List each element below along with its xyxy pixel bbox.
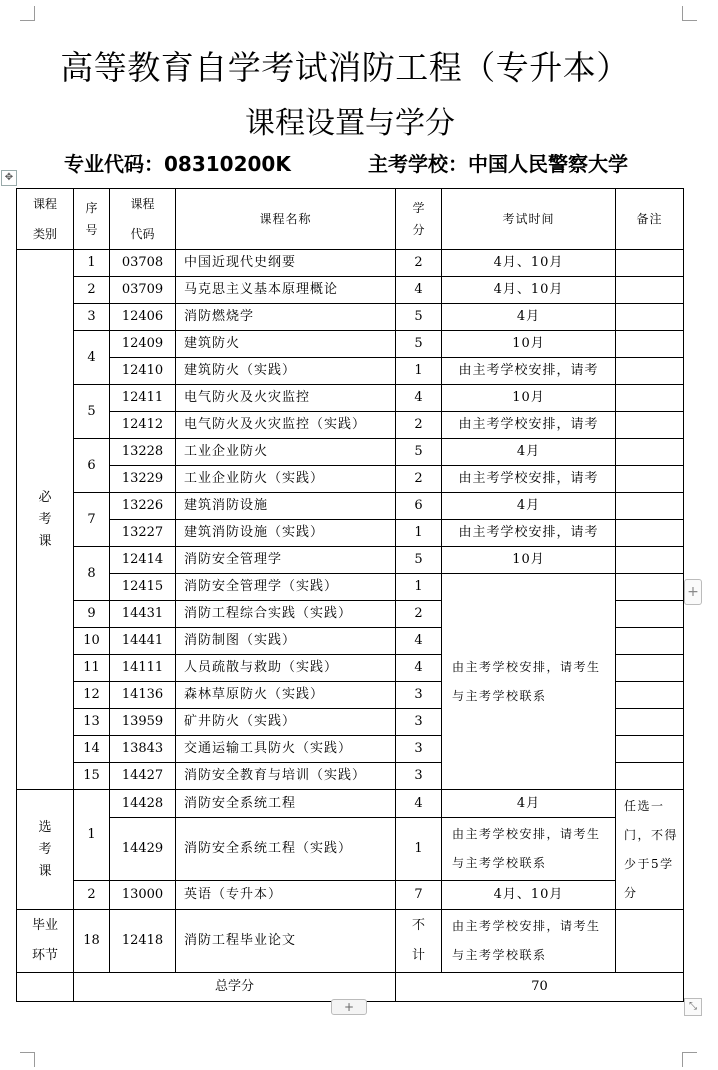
seq-cell: 15 [74, 763, 110, 790]
code-cell: 14441 [110, 628, 176, 655]
remark-cell [616, 277, 684, 304]
name-cell: 马克思主义基本原理概论 [176, 277, 396, 304]
seq-cell: 2 [74, 881, 110, 910]
table-row [17, 358, 684, 385]
exam-cell: 4月 [442, 493, 616, 520]
table-row [17, 574, 684, 601]
exam-cell: 4月、10月 [442, 277, 616, 304]
exam-cell: 4月、10月 [442, 881, 616, 910]
credit-cell: 1 [396, 574, 442, 601]
credit-cell: 7 [396, 881, 442, 910]
exam-cell: 由主考学校安排，请考 [442, 520, 616, 547]
seq-cell: 18 [74, 910, 110, 973]
exam-cell: 10月 [442, 547, 616, 574]
page-corner-marker [20, 1052, 35, 1067]
total-row [17, 973, 684, 1002]
document-title: 高等教育自学考试消防工程（专升本） [60, 48, 630, 87]
seq-cell: 13 [74, 709, 110, 736]
remark-cell [616, 628, 684, 655]
code-cell: 13227 [110, 520, 176, 547]
code-cell: 13000 [110, 881, 176, 910]
code-cell: 13226 [110, 493, 176, 520]
credit-cell: 2 [396, 466, 442, 493]
credit-cell: 5 [396, 547, 442, 574]
name-cell: 消防工程毕业论文 [176, 910, 396, 973]
remark-cell [616, 358, 684, 385]
header-name: 课程名称 [176, 189, 396, 250]
name-cell: 消防工程综合实践（实践） [176, 601, 396, 628]
seq-cell: 1 [74, 790, 110, 881]
merged-practice-exam-cell: 由主考学校安排，请考生与主考学校联系 [442, 574, 616, 790]
table-header-row [17, 189, 684, 250]
host-school: 主考学校：中国人民警察大学 [368, 152, 628, 176]
table-resize-icon[interactable]: ⤡ [684, 998, 702, 1016]
name-cell: 人员疏散与救助（实践） [176, 655, 396, 682]
name-cell: 电气防火及火灾监控 [176, 385, 396, 412]
name-cell: 消防制图（实践） [176, 628, 396, 655]
code-cell: 14136 [110, 682, 176, 709]
header-category: 课程类别 [17, 189, 74, 250]
code-cell: 03708 [110, 250, 176, 277]
table-row [17, 304, 684, 331]
major-code: 专业代码：08310200K [64, 152, 291, 176]
table-row [17, 385, 684, 412]
remark-cell [616, 910, 684, 973]
remark-cell [616, 412, 684, 439]
code-cell: 03709 [110, 277, 176, 304]
code-cell: 12410 [110, 358, 176, 385]
name-cell: 建筑防火（实践） [176, 358, 396, 385]
exam-cell: 由主考学校安排，请考 [442, 466, 616, 493]
name-cell: 消防燃烧学 [176, 304, 396, 331]
total-value: 70 [396, 973, 684, 1002]
exam-cell: 由主考学校安排，请考 [442, 358, 616, 385]
credit-cell: 2 [396, 250, 442, 277]
name-cell: 交通运输工具防火（实践） [176, 736, 396, 763]
seq-cell: 3 [74, 304, 110, 331]
exam-cell: 4月 [442, 439, 616, 466]
remark-cell [616, 736, 684, 763]
remark-cell [616, 682, 684, 709]
table-row [17, 331, 684, 358]
remark-cell [616, 763, 684, 790]
credit-cell: 2 [396, 601, 442, 628]
credit-cell: 1 [396, 818, 442, 881]
code-cell: 14111 [110, 655, 176, 682]
seq-cell: 11 [74, 655, 110, 682]
code-cell: 13843 [110, 736, 176, 763]
category-elective: 选考课 [17, 790, 74, 910]
table-row [17, 439, 684, 466]
exam-cell: 由主考学校安排，请考生与主考学校联系 [442, 818, 616, 881]
name-cell: 电气防火及火灾监控（实践） [176, 412, 396, 439]
seq-cell: 12 [74, 682, 110, 709]
seq-cell: 10 [74, 628, 110, 655]
remark-cell [616, 304, 684, 331]
code-cell: 12414 [110, 547, 176, 574]
name-cell: 森林草原防火（实践） [176, 682, 396, 709]
header-code: 课程代码 [110, 189, 176, 250]
code-cell: 12418 [110, 910, 176, 973]
code-cell: 13229 [110, 466, 176, 493]
name-cell: 建筑防火 [176, 331, 396, 358]
exam-cell: 10月 [442, 331, 616, 358]
seq-cell: 1 [74, 250, 110, 277]
credit-cell: 5 [396, 304, 442, 331]
name-cell: 建筑消防设施（实践） [176, 520, 396, 547]
credit-cell: 3 [396, 709, 442, 736]
total-label: 总学分 [74, 973, 396, 1002]
credit-cell: 6 [396, 493, 442, 520]
table-row [17, 520, 684, 547]
add-column-icon[interactable]: + [684, 579, 702, 605]
table-row [17, 466, 684, 493]
code-cell: 14429 [110, 818, 176, 881]
name-cell: 消防安全管理学（实践） [176, 574, 396, 601]
seq-cell: 14 [74, 736, 110, 763]
code-cell: 12412 [110, 412, 176, 439]
name-cell: 工业企业防火（实践） [176, 466, 396, 493]
page-corner-marker [682, 6, 697, 21]
header-credit: 学分 [396, 189, 442, 250]
table-row [17, 881, 684, 910]
code-cell: 14427 [110, 763, 176, 790]
name-cell: 消防安全教育与培训（实践） [176, 763, 396, 790]
remark-cell [616, 574, 684, 601]
credit-cell: 4 [396, 655, 442, 682]
remark-cell [616, 466, 684, 493]
add-row-icon[interactable]: + [331, 999, 367, 1015]
name-cell: 建筑消防设施 [176, 493, 396, 520]
exam-cell: 由主考学校安排，请考生与主考学校联系 [442, 910, 616, 973]
code-cell: 12411 [110, 385, 176, 412]
remark-cell [616, 520, 684, 547]
credit-cell: 5 [396, 439, 442, 466]
credit-cell: 3 [396, 682, 442, 709]
seq-cell: 6 [74, 439, 110, 493]
remark-cell [616, 601, 684, 628]
code-cell: 14431 [110, 601, 176, 628]
table-row [17, 910, 684, 973]
name-cell: 工业企业防火 [176, 439, 396, 466]
table-row [17, 412, 684, 439]
table-row [17, 547, 684, 574]
total-blank-cell [17, 973, 74, 1002]
credit-cell: 3 [396, 736, 442, 763]
page-corner-marker [682, 1052, 697, 1067]
category-graduation: 毕业环节 [17, 910, 74, 973]
seq-cell: 5 [74, 385, 110, 439]
credit-cell: 不计 [396, 910, 442, 973]
credit-cell: 3 [396, 763, 442, 790]
name-cell: 矿井防火（实践） [176, 709, 396, 736]
code-cell: 12406 [110, 304, 176, 331]
remark-cell [616, 547, 684, 574]
name-cell: 英语（专升本） [176, 881, 396, 910]
header-remark: 备注 [616, 189, 684, 250]
name-cell: 消防安全系统工程（实践） [176, 818, 396, 881]
exam-cell: 4月 [442, 304, 616, 331]
table-row [17, 818, 684, 881]
remark-cell [616, 655, 684, 682]
exam-cell: 4月、10月 [442, 250, 616, 277]
credit-cell: 4 [396, 385, 442, 412]
credit-cell: 5 [396, 331, 442, 358]
credit-cell: 1 [396, 520, 442, 547]
seq-cell: 2 [74, 277, 110, 304]
course-table [16, 188, 684, 1002]
name-cell: 消防安全管理学 [176, 547, 396, 574]
remark-cell [616, 250, 684, 277]
remark-cell [616, 385, 684, 412]
table-row [17, 277, 684, 304]
header-seq: 序号 [74, 189, 110, 250]
exam-cell: 10月 [442, 385, 616, 412]
remark-cell [616, 439, 684, 466]
code-cell: 13228 [110, 439, 176, 466]
remark-cell [616, 493, 684, 520]
table-row [17, 790, 684, 818]
page-corner-marker [20, 6, 35, 21]
remark-cell [616, 709, 684, 736]
seq-cell: 7 [74, 493, 110, 547]
code-cell: 12415 [110, 574, 176, 601]
seq-cell: 4 [74, 331, 110, 385]
elective-note: 任选一门，不得少于5学分 [616, 790, 684, 910]
table-row [17, 493, 684, 520]
credit-cell: 1 [396, 358, 442, 385]
seq-cell: 8 [74, 547, 110, 601]
header-exam-time: 考试时间 [442, 189, 616, 250]
name-cell: 中国近现代史纲要 [176, 250, 396, 277]
document-subtitle: 课程设置与学分 [245, 106, 455, 141]
remark-cell [616, 331, 684, 358]
credit-cell: 4 [396, 277, 442, 304]
code-cell: 13959 [110, 709, 176, 736]
exam-cell: 由主考学校安排，请考 [442, 412, 616, 439]
credit-cell: 4 [396, 790, 442, 818]
seq-cell: 9 [74, 601, 110, 628]
code-cell: 14428 [110, 790, 176, 818]
table-move-handle-icon[interactable]: ✥ [1, 170, 17, 186]
code-cell: 12409 [110, 331, 176, 358]
name-cell: 消防安全系统工程 [176, 790, 396, 818]
category-required: 必考课 [17, 250, 74, 790]
exam-cell: 4月 [442, 790, 616, 818]
table-row [17, 250, 684, 277]
credit-cell: 4 [396, 628, 442, 655]
credit-cell: 2 [396, 412, 442, 439]
